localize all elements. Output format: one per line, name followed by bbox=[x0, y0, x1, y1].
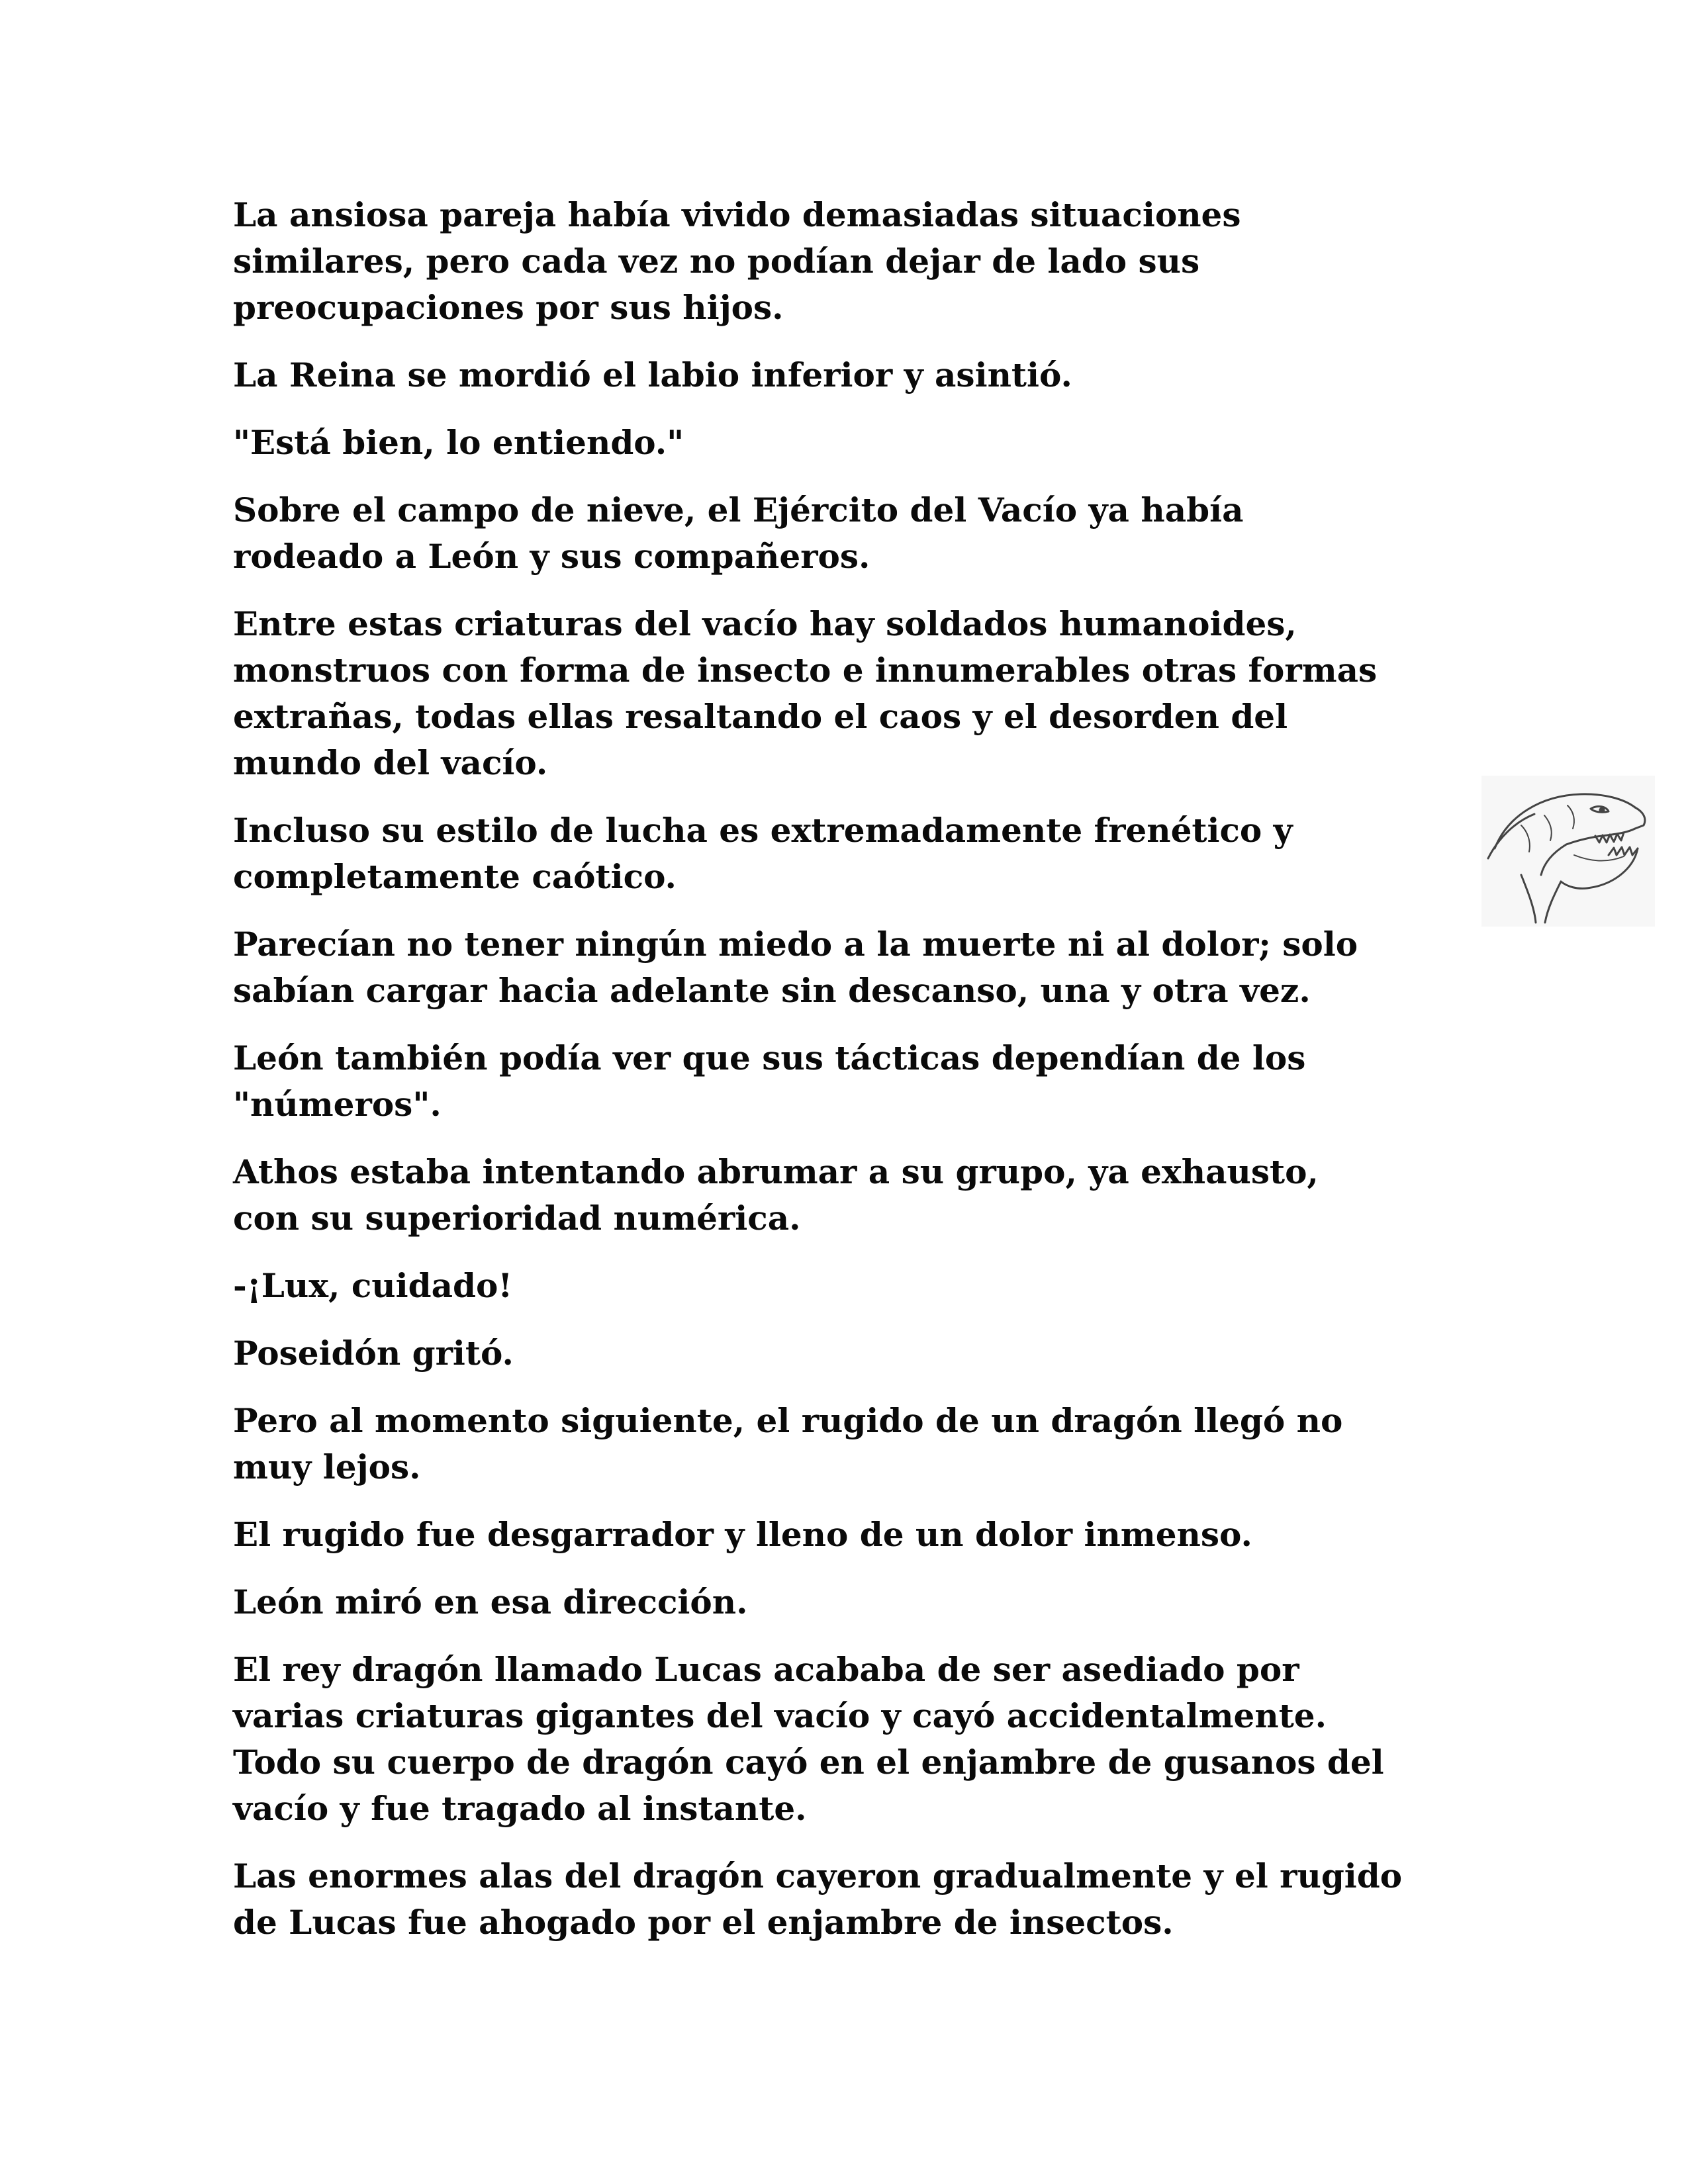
paragraph: León miró en esa dirección. bbox=[233, 1582, 748, 1621]
dinosaur-head-sketch-icon bbox=[1481, 776, 1655, 927]
paragraph: León también podía ver que sus tácticas dependían de los "números". bbox=[233, 1038, 1306, 1124]
paragraph: Parecían no tener ningún miedo a la muerte ni al dolor; solo sabían cargar hacia adelante sin descanso, una y otra vez. bbox=[233, 925, 1358, 1010]
paragraph: Pero al momento siguiente, el rugido de un dragón llegó no muy lejos. bbox=[233, 1401, 1343, 1486]
paragraph: Entre estas criaturas del vacío hay soldados humanoides, monstruos con forma de insecto e innumerables otras formas extrañas, todas ellas resaltando el caos y el desorden del mundo del vacío. bbox=[233, 604, 1378, 782]
paragraph: Las enormes alas del dragón cayeron gradualmente y el rugido de Lucas fue ahogado por el enjambre de insectos. bbox=[233, 1856, 1403, 1942]
paragraph: El rey dragón llamado Lucas acababa de ser asediado por varias criaturas gigantes del vacío y cayó accidentalmente. Todo su cuerpo de dragón cayó en el enjambre de gusanos del vacío y fue tragado al instante. bbox=[233, 1650, 1384, 1828]
paragraph: La Reina se mordió el labio inferior y asintió. bbox=[233, 355, 1072, 394]
paragraph: "Está bien, lo entiendo." bbox=[233, 423, 684, 462]
paragraph: La ansiosa pareja había vivido demasiadas situaciones similares, pero cada vez no podían dejar de lado sus preocupaciones por sus hijos. bbox=[233, 195, 1241, 327]
story-text bbox=[233, 192, 1458, 1967]
paragraph: -¡Lux, cuidado! bbox=[233, 1266, 513, 1305]
paragraph: Athos estaba intentando abrumar a su grupo, ya exhausto, con su superioridad numérica. bbox=[233, 1152, 1319, 1238]
paragraph: Poseidón gritó. bbox=[233, 1334, 514, 1373]
paragraph: Incluso su estilo de lucha es extremadamente frenético y completamente caótico. bbox=[233, 811, 1293, 896]
paragraph: Sobre el campo de nieve, el Ejército del Vacío ya había rodeado a León y sus compañeros. bbox=[233, 490, 1244, 576]
paragraph: El rugido fue desgarrador y lleno de un dolor inmenso. bbox=[233, 1515, 1252, 1554]
